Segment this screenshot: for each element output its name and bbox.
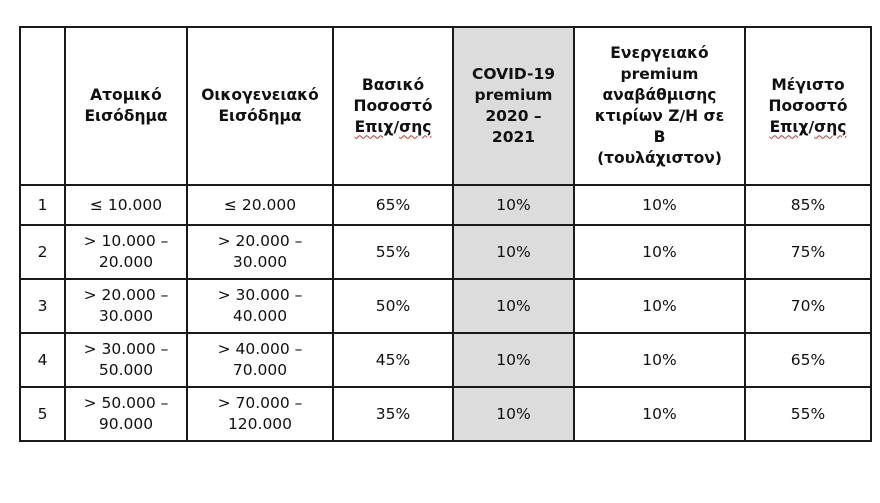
header-text: Β: [653, 128, 666, 146]
header-index: [20, 27, 65, 185]
spellcheck-word: σης: [399, 117, 432, 136]
header-text: (τουλάχιστον): [597, 149, 722, 167]
header-text: αναβάθμισης: [602, 86, 717, 104]
header-text: Ενεργειακό: [610, 44, 709, 62]
header-energy-premium: [574, 27, 745, 185]
header-text: premium: [620, 65, 699, 83]
header-covid-premium: [453, 27, 574, 185]
cell-individual-income: ≤ 10.000: [65, 185, 187, 225]
header-text: Ποσοστό: [353, 96, 433, 115]
cell-family-income: > 30.000 – 40.000: [187, 279, 333, 333]
cell-index: 2: [20, 225, 65, 279]
header-text: Οικογενειακό: [201, 86, 319, 104]
header-max-rate: [745, 27, 871, 185]
cell-covid-premium: 10%: [453, 387, 574, 441]
table-row: [20, 185, 871, 225]
header-text: /: [393, 117, 400, 136]
header-text: [336, 117, 450, 138]
header-base-rate: [333, 27, 453, 185]
table-row: [20, 279, 871, 333]
cell-covid-premium: 10%: [453, 279, 574, 333]
cell-energy-premium: 10%: [574, 279, 745, 333]
cell-energy-premium: 10%: [574, 225, 745, 279]
header-text: Εισόδημα: [84, 107, 168, 125]
header-text: /: [808, 117, 815, 136]
header-text: [748, 117, 868, 138]
spellcheck-word: σης: [814, 117, 847, 136]
cell-index: 3: [20, 279, 65, 333]
cell-energy-premium: 10%: [574, 387, 745, 441]
header-text: 2020 –: [485, 107, 542, 125]
cell-base-rate: 50%: [333, 279, 453, 333]
header-text: COVID-19: [471, 65, 556, 83]
cell-max-rate: 85%: [745, 185, 871, 225]
header-text: κτιρίων Ζ/Η σε: [594, 107, 725, 125]
cell-max-rate: 70%: [745, 279, 871, 333]
cell-max-rate: 55%: [745, 387, 871, 441]
header-text: 2021: [491, 128, 536, 146]
table-row: [20, 387, 871, 441]
cell-base-rate: 55%: [333, 225, 453, 279]
cell-individual-income: > 30.000 – 50.000: [65, 333, 187, 387]
table-row: [20, 225, 871, 279]
cell-max-rate: 65%: [745, 333, 871, 387]
cell-covid-premium: 10%: [453, 185, 574, 225]
cell-index: 1: [20, 185, 65, 225]
header-text: Ποσοστό: [768, 96, 848, 115]
spellcheck-word: Επιχ: [354, 117, 394, 136]
header-text: Βασικό: [361, 75, 425, 94]
header-text: Μέγιστο: [771, 75, 845, 94]
cell-energy-premium: 10%: [574, 185, 745, 225]
cell-family-income: ≤ 20.000: [187, 185, 333, 225]
cell-individual-income: > 10.000 – 20.000: [65, 225, 187, 279]
cell-energy-premium: 10%: [574, 333, 745, 387]
header-text: Εισόδημα: [218, 107, 302, 125]
subsidy-rates-table: [19, 26, 872, 442]
cell-family-income: > 20.000 – 30.000: [187, 225, 333, 279]
table-row: [20, 333, 871, 387]
cell-family-income: > 70.000 – 120.000: [187, 387, 333, 441]
cell-index: 5: [20, 387, 65, 441]
header-family-income: [187, 27, 333, 185]
cell-base-rate: 65%: [333, 185, 453, 225]
cell-family-income: > 40.000 – 70.000: [187, 333, 333, 387]
header-text: Ατομικό: [90, 86, 162, 104]
cell-individual-income: > 20.000 – 30.000: [65, 279, 187, 333]
spellcheck-word: Επιχ: [769, 117, 809, 136]
cell-individual-income: > 50.000 – 90.000: [65, 387, 187, 441]
cell-covid-premium: 10%: [453, 333, 574, 387]
cell-max-rate: 75%: [745, 225, 871, 279]
cell-base-rate: 45%: [333, 333, 453, 387]
cell-index: 4: [20, 333, 65, 387]
header-row: [20, 27, 871, 185]
header-individual-income: [65, 27, 187, 185]
cell-covid-premium: 10%: [453, 225, 574, 279]
cell-base-rate: 35%: [333, 387, 453, 441]
header-text: premium: [474, 86, 553, 104]
